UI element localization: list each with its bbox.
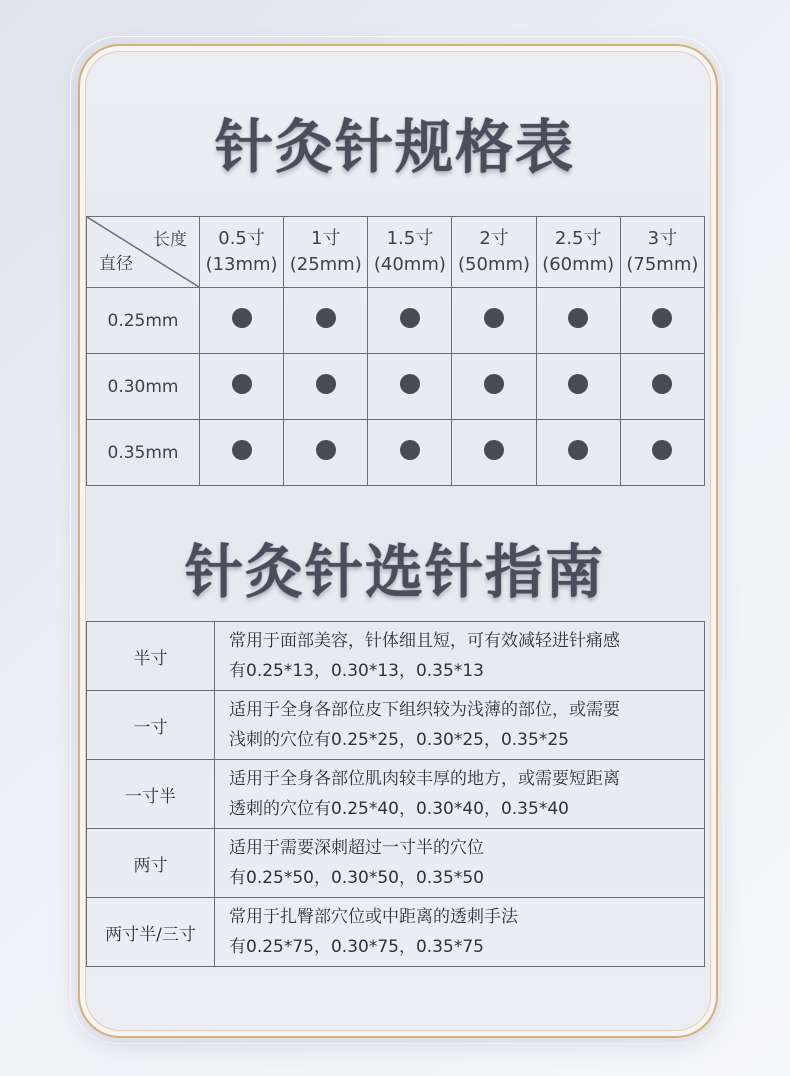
column-cun: 3寸 [647,228,678,249]
dot-icon [316,440,336,460]
guide-title: 针灸针选针指南 [184,538,605,606]
availability-cell [536,288,620,354]
dot-icon [316,308,336,328]
dot-icon [232,440,252,460]
spec-row-0.30mm [87,354,705,420]
availability-cell [200,288,284,354]
row-diameter: 0.35mm [87,420,200,486]
column-cun: 1寸 [311,228,341,249]
availability-cell [284,420,368,486]
availability-cell [452,420,536,486]
diameter-label: 直径 [99,254,133,274]
spec-table [86,216,705,486]
guide-row [87,898,705,967]
guide-line: 适用于全身各部位皮下组织较为浅薄的部位，或需要 [229,700,620,720]
length-label: 长度 [153,230,187,250]
dot-icon [484,308,504,328]
guide-line: 有0.25*13，0.30*13，0.35*13 [229,661,484,681]
column-cun: 2.5寸 [554,228,602,249]
dot-icon [484,374,504,394]
availability-cell [284,288,368,354]
spec-row-0.35mm [87,420,705,486]
column-header-2.5cun [536,217,620,288]
dot-icon [568,308,588,328]
column-mm: (25mm) [289,254,362,275]
spec-header-row [87,217,705,288]
availability-cell [200,354,284,420]
availability-cell [536,354,620,420]
guide-line: 适用于全身各部位肌肉较丰厚的地方，或需要短距离 [229,769,620,789]
dot-icon [316,374,336,394]
spec-row-0.25mm [87,288,705,354]
guide-label: 两寸 [87,829,215,898]
guide-line: 常用于扎臀部穴位或中距离的透刺手法 [229,907,518,927]
dot-icon [232,308,252,328]
column-cun: 2寸 [479,228,509,249]
availability-cell [620,288,704,354]
availability-cell [620,420,704,486]
guide-label: 一寸 [87,691,215,760]
guide-row [87,829,705,898]
row-diameter: 0.30mm [87,354,200,420]
column-mm: (60mm) [542,254,615,275]
guide-row [87,691,705,760]
dot-icon [400,440,420,460]
guide-label: 两寸半/三寸 [87,898,215,967]
dot-icon [568,440,588,460]
guide-line: 浅刺的穴位有0.25*25，0.30*25，0.35*25 [229,730,569,750]
guide-line: 有0.25*75，0.30*75，0.35*75 [229,937,484,957]
dot-icon [652,440,672,460]
availability-cell [368,288,452,354]
column-header-1cun [284,217,368,288]
guide-description [215,898,705,967]
guide-description [215,691,705,760]
column-cun: 0.5寸 [218,228,265,249]
guide-label: 半寸 [87,622,215,691]
column-header-0.5cun [200,217,284,288]
guide-label: 一寸半 [87,760,215,829]
guide-row [87,622,705,691]
availability-cell [368,420,452,486]
guide-description [215,829,705,898]
guide-row [87,760,705,829]
dot-icon [568,374,588,394]
dot-icon [652,308,672,328]
dot-icon [484,440,504,460]
column-cun: 1.5寸 [386,228,434,249]
column-mm: (13mm) [205,254,278,275]
guide-line: 透刺的穴位有0.25*40，0.30*40，0.35*40 [229,799,569,819]
dot-icon [400,374,420,394]
guide-line: 有0.25*50，0.30*50，0.35*50 [229,868,484,888]
availability-cell [368,354,452,420]
availability-cell [620,354,704,420]
column-mm: (75mm) [626,254,699,275]
column-header-1.5cun [368,217,452,288]
dot-icon [400,308,420,328]
column-mm: (40mm) [373,254,446,275]
guide-description [215,760,705,829]
column-header-3cun [620,217,704,288]
row-diameter: 0.25mm [87,288,200,354]
spec-corner-cell [87,217,200,288]
availability-cell [284,354,368,420]
availability-cell [452,354,536,420]
column-mm: (50mm) [458,254,531,275]
guide-description [215,622,705,691]
availability-cell [452,288,536,354]
availability-cell [200,420,284,486]
dot-icon [232,374,252,394]
spec-table-title: 针灸针规格表 [214,113,575,181]
column-header-2cun [452,217,536,288]
guide-table [86,621,705,967]
availability-cell [536,420,620,486]
guide-line: 常用于面部美容，针体细且短，可有效减轻进针痛感 [229,631,620,651]
guide-line: 适用于需要深刺超过一寸半的穴位 [229,838,484,858]
dot-icon [652,374,672,394]
